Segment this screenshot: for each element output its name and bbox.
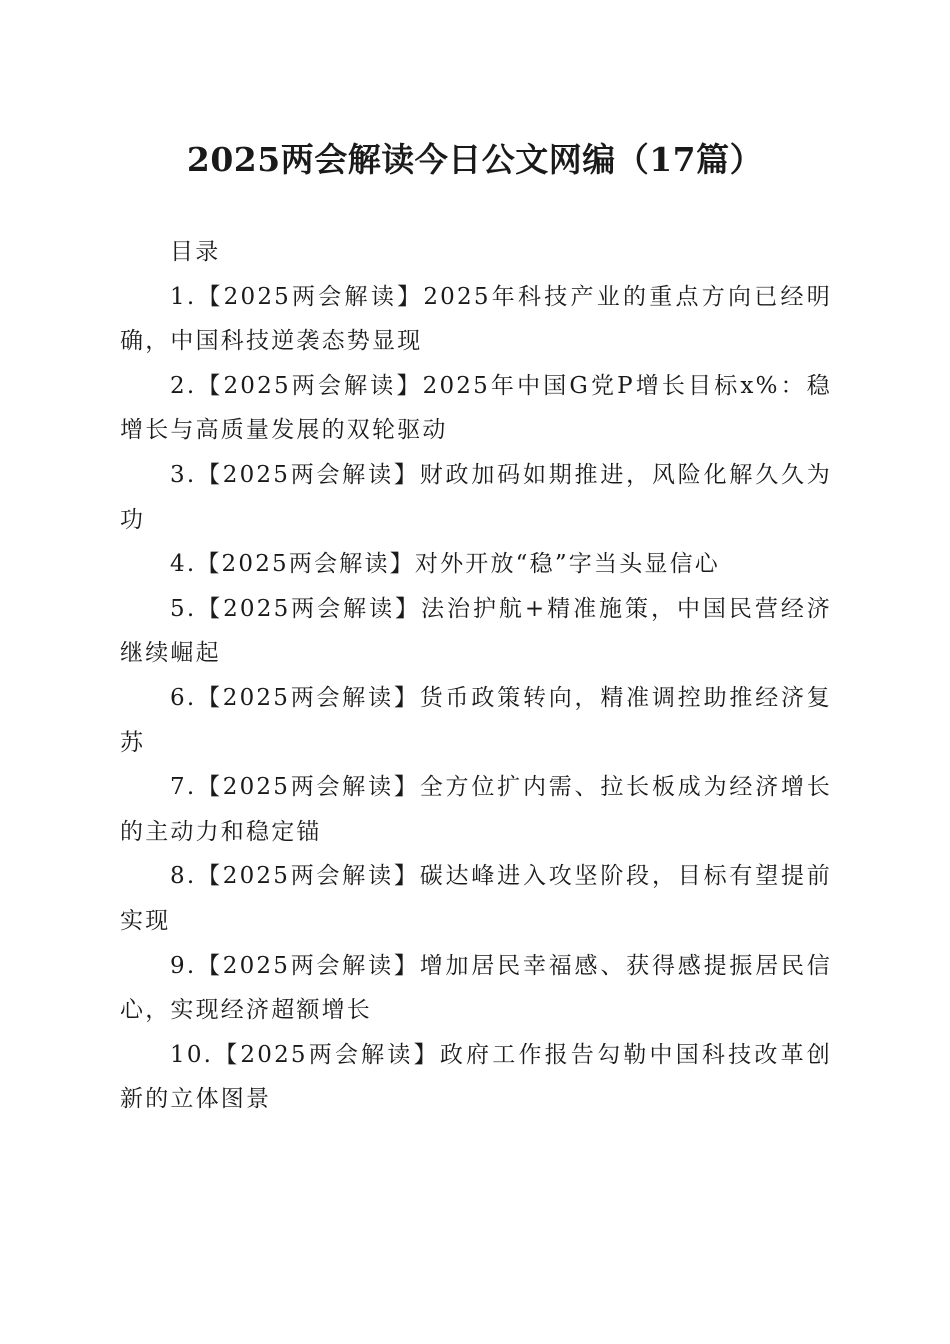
toc-item-5[interactable]: 5.【2025两会解读】法治护航+精准施策，中国民营经济继续崛起 (120, 595, 832, 667)
toc-item-6[interactable]: 6.【2025两会解读】货币政策转向，精准调控助推经济复苏 (120, 684, 832, 756)
table-of-contents (120, 230, 832, 1122)
toc-item-8[interactable]: 8.【2025两会解读】碳达峰进入攻坚阶段，目标有望提前实现 (120, 863, 832, 934)
toc-item-7[interactable]: 7.【2025两会解读】全方位扩内需、拉长板成为经济增长的主动力和稳定锚 (120, 774, 832, 845)
document-title: 2025两会解读今日公文网编（17篇） (186, 140, 764, 179)
toc-item-4[interactable]: 4.【2025两会解读】对外开放“稳”字当头显信心 (170, 551, 720, 578)
toc-list (120, 275, 832, 1122)
toc-item-10[interactable]: 10.【2025两会解读】政府工作报告勾勒中国科技改革创新的立体图景 (120, 1041, 832, 1113)
toc-item-9[interactable]: 9.【2025两会解读】增加居民幸福感、获得感提振居民信心，实现经济超额增长 (120, 952, 832, 1024)
toc-item-1[interactable]: 1.【2025两会解读】2025年科技产业的重点方向已经明确，中国科技逆袭态势显现 (120, 283, 832, 355)
toc-item-2[interactable]: 2.【2025两会解读】2025年中国G党P增长目标x%：稳增长与高质量发展的双轮驱动 (120, 372, 832, 444)
toc-heading: 目录 (170, 239, 221, 265)
toc-item-3[interactable]: 3.【2025两会解读】财政加码如期推进，风险化解久久为功 (120, 461, 832, 533)
